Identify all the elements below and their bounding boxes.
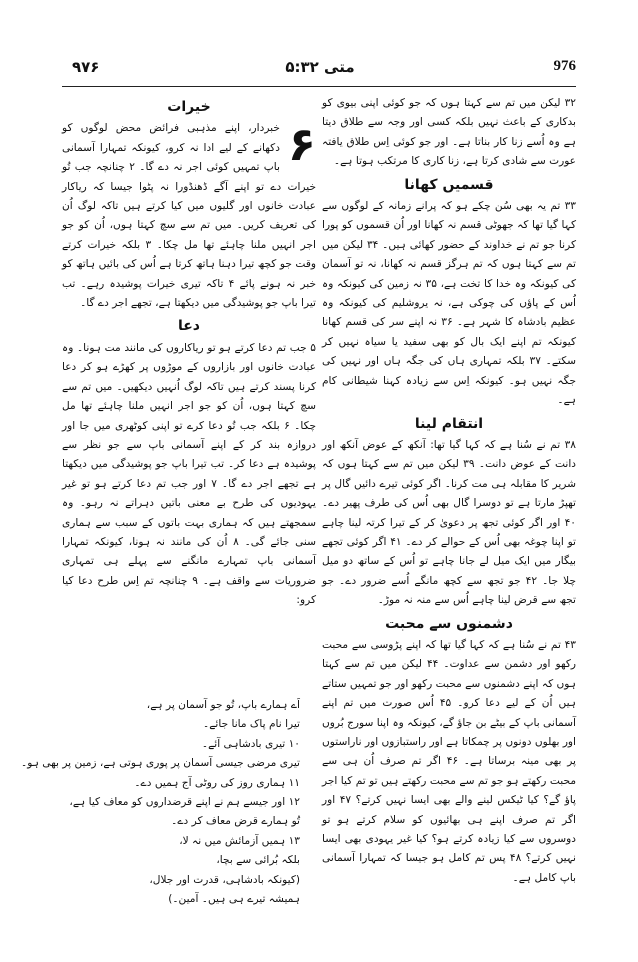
lords-prayer [21,696,300,909]
prayer-line: تیرا نام پاک مانا جائے۔ [202,718,300,731]
section-heading-prayer: دعا [177,318,200,335]
verse-paragraph: ۴۳ تم نے سُنا ہے کہ کہا گیا تھا کہ اپنے پڑوسی سے محبت رکھو اور دشمن سے عداوت۔ ۴۴ لیکن میں تم سے کہتا ہوں کہ اپنے دشمنوں سے محبت رکھو اور جو تمہیں ستاتے ہیں اُن کے لیے دعا کرو۔ ۴۵ اُس صورت میں تم اپنے آسمانی باپ کے بیٹے بن جاؤ گے، کیونکہ وہ اپنا سورج بُروں اور بھلوں دونوں پر چمکاتا ہے اور راستبازوں اور ناراستوں پر بھی مینہ برساتا ہے۔ ۴۶ اگر تم صرف اُن ہی سے محبت رکھتے ہو جو تم سے محبت رکھتے ہیں تو تم کیا اجر پاؤ گے؟ کیا ٹیکس لینے والے بھی ایسا نہیں کرتے؟ ۴۷ اور اگر تم صرف اپنے ہی بھائیوں کو سلام کرتے ہو تو دوسروں سے کیا زیادہ کرتے ہو؟ کیا غیر یہودی بھی ایسا نہیں کرتے؟ ۴۸ پس تم کامل ہو جیسا کہ تمہارا آسمانی باپ کامل ہے۔ [322,638,577,884]
header-rule [62,86,576,87]
verse-paragraph: خبردار، اپنے مذہبی فرائض محض لوگوں کو دکھانے کے لیے ادا نہ کرو، کیونکہ تمہارا آسمانی باپ تمہیں کوئی اجر نہ دے گا۔ ۲ چنانچہ جب تُو خیرات دے تو اپنے آگے ڈھنڈورا نہ پٹوا جیسا کہ ریاکار عبادت خانوں اور گلیوں میں کیا کرتے ہیں تاکہ لوگ اُن کی تعریف کریں۔ میں تم سے سچ کہتا ہوں، اُن کو جو اجر انہیں ملنا چاہئے تھا مل چکا۔ ۳ بلکہ خیرات کرتے وقت جو کچھ تیرا دہنا ہاتھ کرتا ہے اُس کی بائیں ہاتھ کو خبر نہ ہونے پائے ۴ تاکہ تیری خیرات پوشیدہ رہے۔ تب تیرا باپ جو پوشیدگی میں دیکھتا ہے، تجھے اجر دے گا۔ [62,122,316,310]
prayer-line: (کیونکہ بادشاہی، قدرت اور جلال، [149,873,300,886]
verse-paragraph: ۳۸ تم نے سُنا ہے کہ کہا گیا تھا: آنکھ کے عوض آنکھ اور دانت کے عوض دانت۔ ۳۹ لیکن میں تم سے کہتا ہوں کہ شریر کا مقابلہ ہی مت کرنا۔ اگر کوئی تیرے دائیں گال پر تھپڑ مارتا ہے تو دوسرا گال بھی اُس کی طرف پھیر دے۔ ۴۰ اور اگر کوئی تجھ پر دعویٰ کر کے تیرا کرتہ لینا چاہے تو اپنا چوغہ بھی اُس کے حوالے کر دے۔ ۴۱ اگر کوئی تجھے بیگار میں ایک میل لے جانا چاہے تو اُس کے ساتھ دو میل چلا جا۔ ۴۲ جو تجھ سے کچھ مانگے اُسے ضرور دے۔ جو تجھ سے قرض لینا چاہے اُس سے منہ نہ موڑ۔ [322,438,576,607]
verse-paragraph: ۵ جب تم دعا کرتے ہو تو ریاکاروں کی مانند مت ہونا۔ وہ عبادت خانوں اور بازاروں کے موڑوں پر کھڑے ہو کر دعا کرنا پسند کرتے ہیں تاکہ لوگ اُنہیں دیکھیں۔ میں تم سے سچ کہتا ہوں، اُن کو جو اجر انہیں ملنا چاہئے تھا مل چکا۔ ۶ بلکہ جب تُو دعا کرے تو اپنی کوٹھری میں جا اور دروازہ بند کر کے اپنے آسمانی باپ سے جو نظر سے پوشیدہ ہے دعا کر۔ تب تیرا باپ جو پوشیدگی میں دیکھتا ہے تجھے اجر دے گا۔ ۷ اور جب تم دعا کرتے ہو تو غیر یہودیوں کی طرح بے معنی باتیں دہراتے نہ رہو۔ وہ سمجھتے ہیں کہ ہماری بہت باتوں کے سبب سے ہماری سنی جائے گی۔ ۸ اُن کی مانند نہ ہونا، کیونکہ تمہارا آسمانی باپ تمہارے مانگنے سے پہلے ہی تمہاری ضروریات سے واقف ہے۔ ۹ چنانچہ تم اِس طرح دعا کیا کرو: [62,341,316,607]
prayer-line: تُو ہمارے قرض معاف کر دے۔ [171,815,300,828]
prayer-line: ۱۰ تیری بادشاہی آئے۔ [201,737,300,750]
prayer-line: ۱۱ ہماری روز کی روٹی آج ہمیں دے۔ [134,776,300,789]
running-head: متی ۵:۳۲ [285,58,355,76]
chapter-number: ۶ [287,117,316,172]
section-heading-charity: خیرات [167,99,211,115]
prayer-line: بلکہ بُرائی سے بچا، [216,854,300,867]
verse-paragraph: ۳۲ لیکن میں تم سے کہتا ہوں کہ جو کوئی اپنی بیوی کو بدکاری کے باعث نہیں بلکہ کسی اور وجہ سے طلاق دیتا ہے وہ اُسے زنا کار بناتا ہے۔ اور جو کوئی اِس طلاق یافتہ عورت سے شادی کرتا ہے، زنا کاری کا مرتکب ہوتا ہے۔ [322,97,576,168]
section-heading-revenge: انتقام لینا [414,415,484,432]
right-column [322,94,576,888]
page-number: 976 [553,58,576,74]
prayer-line: ہمیشہ تیرے ہی ہیں۔ آمین۔) [168,893,300,906]
page-number-urdu: ۹۷۶ [72,58,100,76]
section-heading-oaths: قسمیں کھانا [404,176,494,193]
prayer-line: تیری مرضی جیسی آسمان پر پوری ہوتی ہے، زمین پر بھی ہو۔ [21,757,300,770]
left-column [62,94,316,611]
verse-paragraph: ۳۳ تم یہ بھی سُن چکے ہو کہ پرانے زمانہ کے لوگوں سے کہا گیا تھا کہ جھوٹی قسم نہ کھانا اور اُن قسموں کو پورا کرنا جو تم نے خداوند کے حضور کھائی ہیں۔ ۳۴ لیکن میں تم سے کہتا ہوں کہ تم ہرگز قسم نہ کھانا، نہ تو آسمان کی کیونکہ وہ خدا کا تخت ہے، ۳۵ نہ زمین کی کیونکہ وہ اُس کے پاؤں کی چوکی ہے، نہ یروشلیم کی کیونکہ وہ عظیم بادشاہ کا شہر ہے۔ ۳۶ نہ اپنے سر کی قسم کھانا کیونکہ تم اپنے ایک بال کو بھی سفید یا سیاہ نہیں کر سکتے۔ ۳۷ بلکہ تمہاری ہاں کی جگہ ہاں اور نہیں کی جگہ نہیں ہو۔ کیونکہ اِس سے زیادہ کہنا شیطانی کام ہے۔ [322,200,577,407]
prayer-line: ۱۲ اور جیسے ہم نے اپنے قرضداروں کو معاف کیا ہے، [69,796,300,809]
prayer-line: اَے ہمارے باپ، تُو جو آسمان پر ہے، [146,699,300,711]
section-heading-love-enemies: دشمنوں سے محبت [385,615,513,632]
prayer-line: ۱۳ ہمیں آزمائش میں نہ لا، [179,834,300,847]
